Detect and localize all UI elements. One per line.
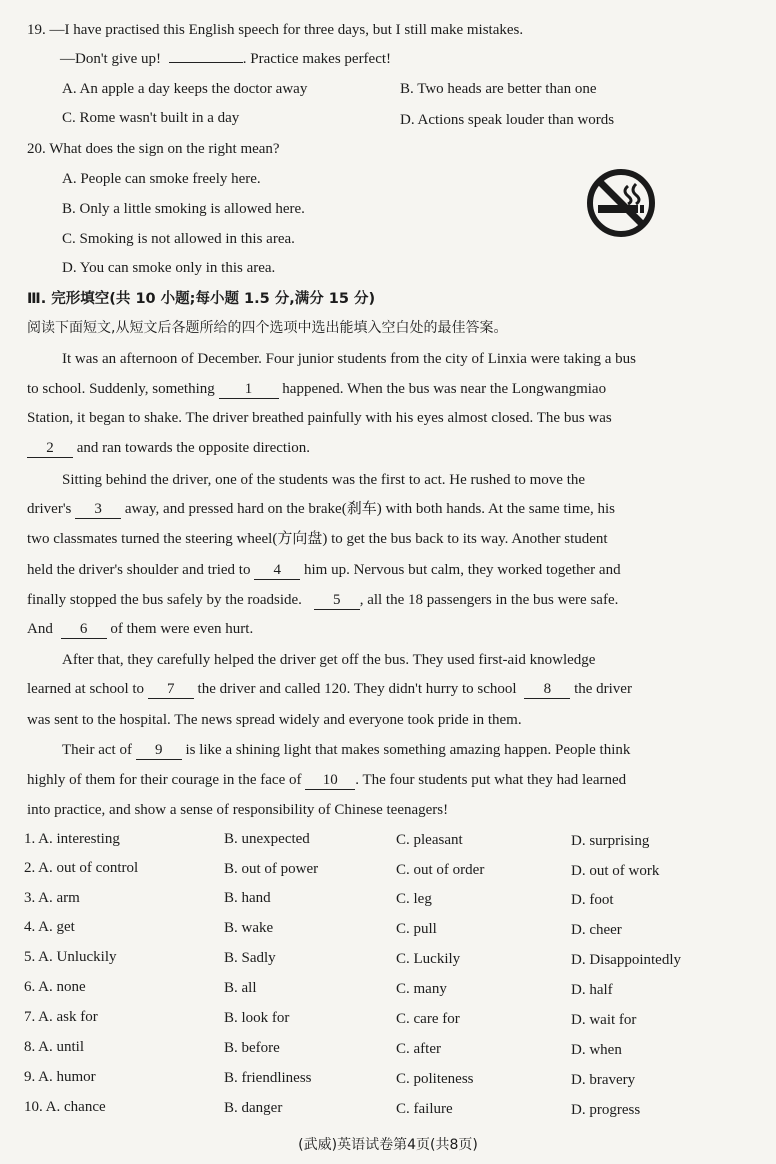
passage-line <box>27 499 615 519</box>
passage-text: is like a shining light that makes something amazing happen. People think <box>185 742 631 758</box>
passage-text: the driver <box>574 681 632 697</box>
passage-line: Sitting behind the driver, one of the students was the first to act. He rushed to move the <box>62 472 586 488</box>
choice-6b: B. all <box>224 980 257 996</box>
passage-line: was sent to the hospital. The news spread widely and everyone took pride in them. <box>27 712 522 728</box>
passage-text: of them were even hurt. <box>110 621 254 637</box>
passage-text: And <box>27 621 53 637</box>
blank-4: 4 <box>254 561 300 580</box>
q20-option-a: A. People can smoke freely here. <box>62 171 261 187</box>
choice-9c: C. politeness <box>396 1071 474 1087</box>
q19-option-c: C. Rome wasn't built in a day <box>62 110 240 126</box>
passage-line <box>27 619 253 639</box>
passage-line <box>27 679 632 699</box>
choice-10c: C. failure <box>396 1101 453 1117</box>
passage-line: After that, they carefully helped the driver get off the bus. They used first-aid knowledge <box>62 652 596 668</box>
choice-8b: B. before <box>224 1040 280 1056</box>
passage-line <box>27 438 310 458</box>
choice-8a: 8. A. until <box>24 1039 85 1055</box>
choice-7d: D. wait for <box>571 1012 637 1028</box>
blank-6: 6 <box>61 620 107 639</box>
passage-line <box>27 590 618 610</box>
blank-10: 10 <box>305 771 355 790</box>
passage-text: the driver and called 120. They didn't hurry to school <box>197 681 517 697</box>
choice-5c: C. Luckily <box>396 951 461 967</box>
passage-text: learned at school to <box>27 681 145 697</box>
choice-7b: B. look for <box>224 1010 290 1026</box>
passage-text: , all the 18 passengers in the bus were safe. <box>359 592 619 608</box>
choice-10d: D. progress <box>571 1102 641 1118</box>
choice-4b: B. wake <box>224 920 274 936</box>
blank-1: 1 <box>219 380 279 399</box>
no-smoking-icon <box>586 168 656 238</box>
blank-8: 8 <box>524 680 570 699</box>
choice-4c: C. pull <box>396 921 437 937</box>
choice-8d: D. when <box>571 1042 622 1058</box>
choice-5b: B. Sadly <box>224 950 276 966</box>
q19-reply-part2: . Practice makes perfect! <box>242 51 392 67</box>
blank-5: 5 <box>314 591 360 610</box>
choice-2b: B. out of power <box>224 861 319 877</box>
passage-text: held the driver's shoulder and tried to <box>27 562 251 578</box>
passage-line <box>27 379 606 399</box>
passage-text: . The four students put what they had learned <box>355 772 627 788</box>
blank-2: 2 <box>27 439 73 458</box>
choice-6d: D. half <box>571 982 613 998</box>
q19-option-b: B. Two heads are better than one <box>400 81 597 97</box>
choice-2d: D. out of work <box>571 863 660 879</box>
choice-1b: B. unexpected <box>224 831 310 847</box>
choice-1c: C. pleasant <box>396 832 463 848</box>
choice-1a: 1. A. interesting <box>24 831 120 847</box>
passage-line: into practice, and show a sense of responsibility of Chinese teenagers! <box>27 802 449 818</box>
passage-line: It was an afternoon of December. Four junior students from the city of Linxia were taking a bus <box>62 351 637 367</box>
choice-2c: C. out of order <box>396 862 485 878</box>
passage-text: him up. Nervous but calm, they worked together and <box>303 562 621 578</box>
blank-9: 9 <box>136 741 182 760</box>
choice-10b: B. danger <box>224 1100 283 1116</box>
choice-1d: D. surprising <box>571 833 650 849</box>
section-title: Ⅲ. 完形填空(共 10 小题;每小题 1.5 分,满分 15 分) <box>27 291 376 307</box>
passage-text: away, and pressed hard on the brake(刹车) with both hands. At the same time, his <box>124 501 616 517</box>
choice-4d: D. cheer <box>571 922 622 938</box>
passage-line <box>27 560 621 580</box>
q19-reply <box>60 49 391 69</box>
q20-option-d: D. You can smoke only in this area. <box>62 260 276 276</box>
choice-6c: C. many <box>396 981 447 997</box>
choice-4a: 4. A. get <box>24 919 75 935</box>
choice-6a: 6. A. none <box>24 979 86 995</box>
passage-line: Station, it began to shake. The driver breathed painfully with his eyes almost closed. The bus was <box>27 410 612 426</box>
choice-7c: C. care for <box>396 1011 460 1027</box>
choice-5d: D. Disappointedly <box>571 952 681 968</box>
q19-blank <box>169 62 243 63</box>
choice-2a: 2. A. out of control <box>24 860 139 876</box>
passage-text: finally stopped the bus safely by the roadside. <box>27 592 302 608</box>
choice-3c: C. leg <box>396 891 432 907</box>
q19-stem: 19. —I have practised this English speech for three days, but I still make mistakes. <box>27 22 524 38</box>
choice-9a: 9. A. humor <box>24 1069 96 1085</box>
passage-text: happened. When the bus was near the Longwangmiao <box>282 381 607 397</box>
choice-7a: 7. A. ask for <box>24 1009 98 1025</box>
passage-text: Their act of <box>62 742 132 758</box>
choice-9b: B. friendliness <box>224 1070 312 1086</box>
passage-text: driver's <box>27 501 72 517</box>
choice-3b: B. hand <box>224 890 271 906</box>
choice-8c: C. after <box>396 1041 441 1057</box>
q19-option-a: A. An apple a day keeps the doctor away <box>62 81 308 97</box>
section-instruction: 阅读下面短文,从短文后各题所给的四个选项中选出能填入空白处的最佳答案。 <box>27 320 508 336</box>
q19-option-d: D. Actions speak louder than words <box>400 112 615 128</box>
choice-5a: 5. A. Unluckily <box>24 949 117 965</box>
passage-text: highly of them for their courage in the face of <box>27 772 302 788</box>
choice-3d: D. foot <box>571 892 614 908</box>
blank-3: 3 <box>75 500 121 519</box>
choice-10a: 10. A. chance <box>24 1099 106 1115</box>
blank-7: 7 <box>148 680 194 699</box>
passage-line <box>27 770 626 790</box>
passage-text: and ran towards the opposite direction. <box>76 440 311 456</box>
choice-9d: D. bravery <box>571 1072 636 1088</box>
q20-option-b: B. Only a little smoking is allowed here. <box>62 201 305 217</box>
passage-line: two classmates turned the steering wheel(方向盘) to get the bus back to its way. Another student <box>27 531 608 547</box>
choice-3a: 3. A. arm <box>24 890 80 906</box>
passage-text: to school. Suddenly, something <box>27 381 215 397</box>
q20-option-c: C. Smoking is not allowed in this area. <box>62 231 295 247</box>
page-footer: (武威)英语试卷第4页(共8页) <box>298 1137 478 1153</box>
q19-reply-part1: —Don't give up! <box>60 51 162 67</box>
q20-stem: 20. What does the sign on the right mean? <box>27 141 280 157</box>
passage-line <box>62 740 630 760</box>
